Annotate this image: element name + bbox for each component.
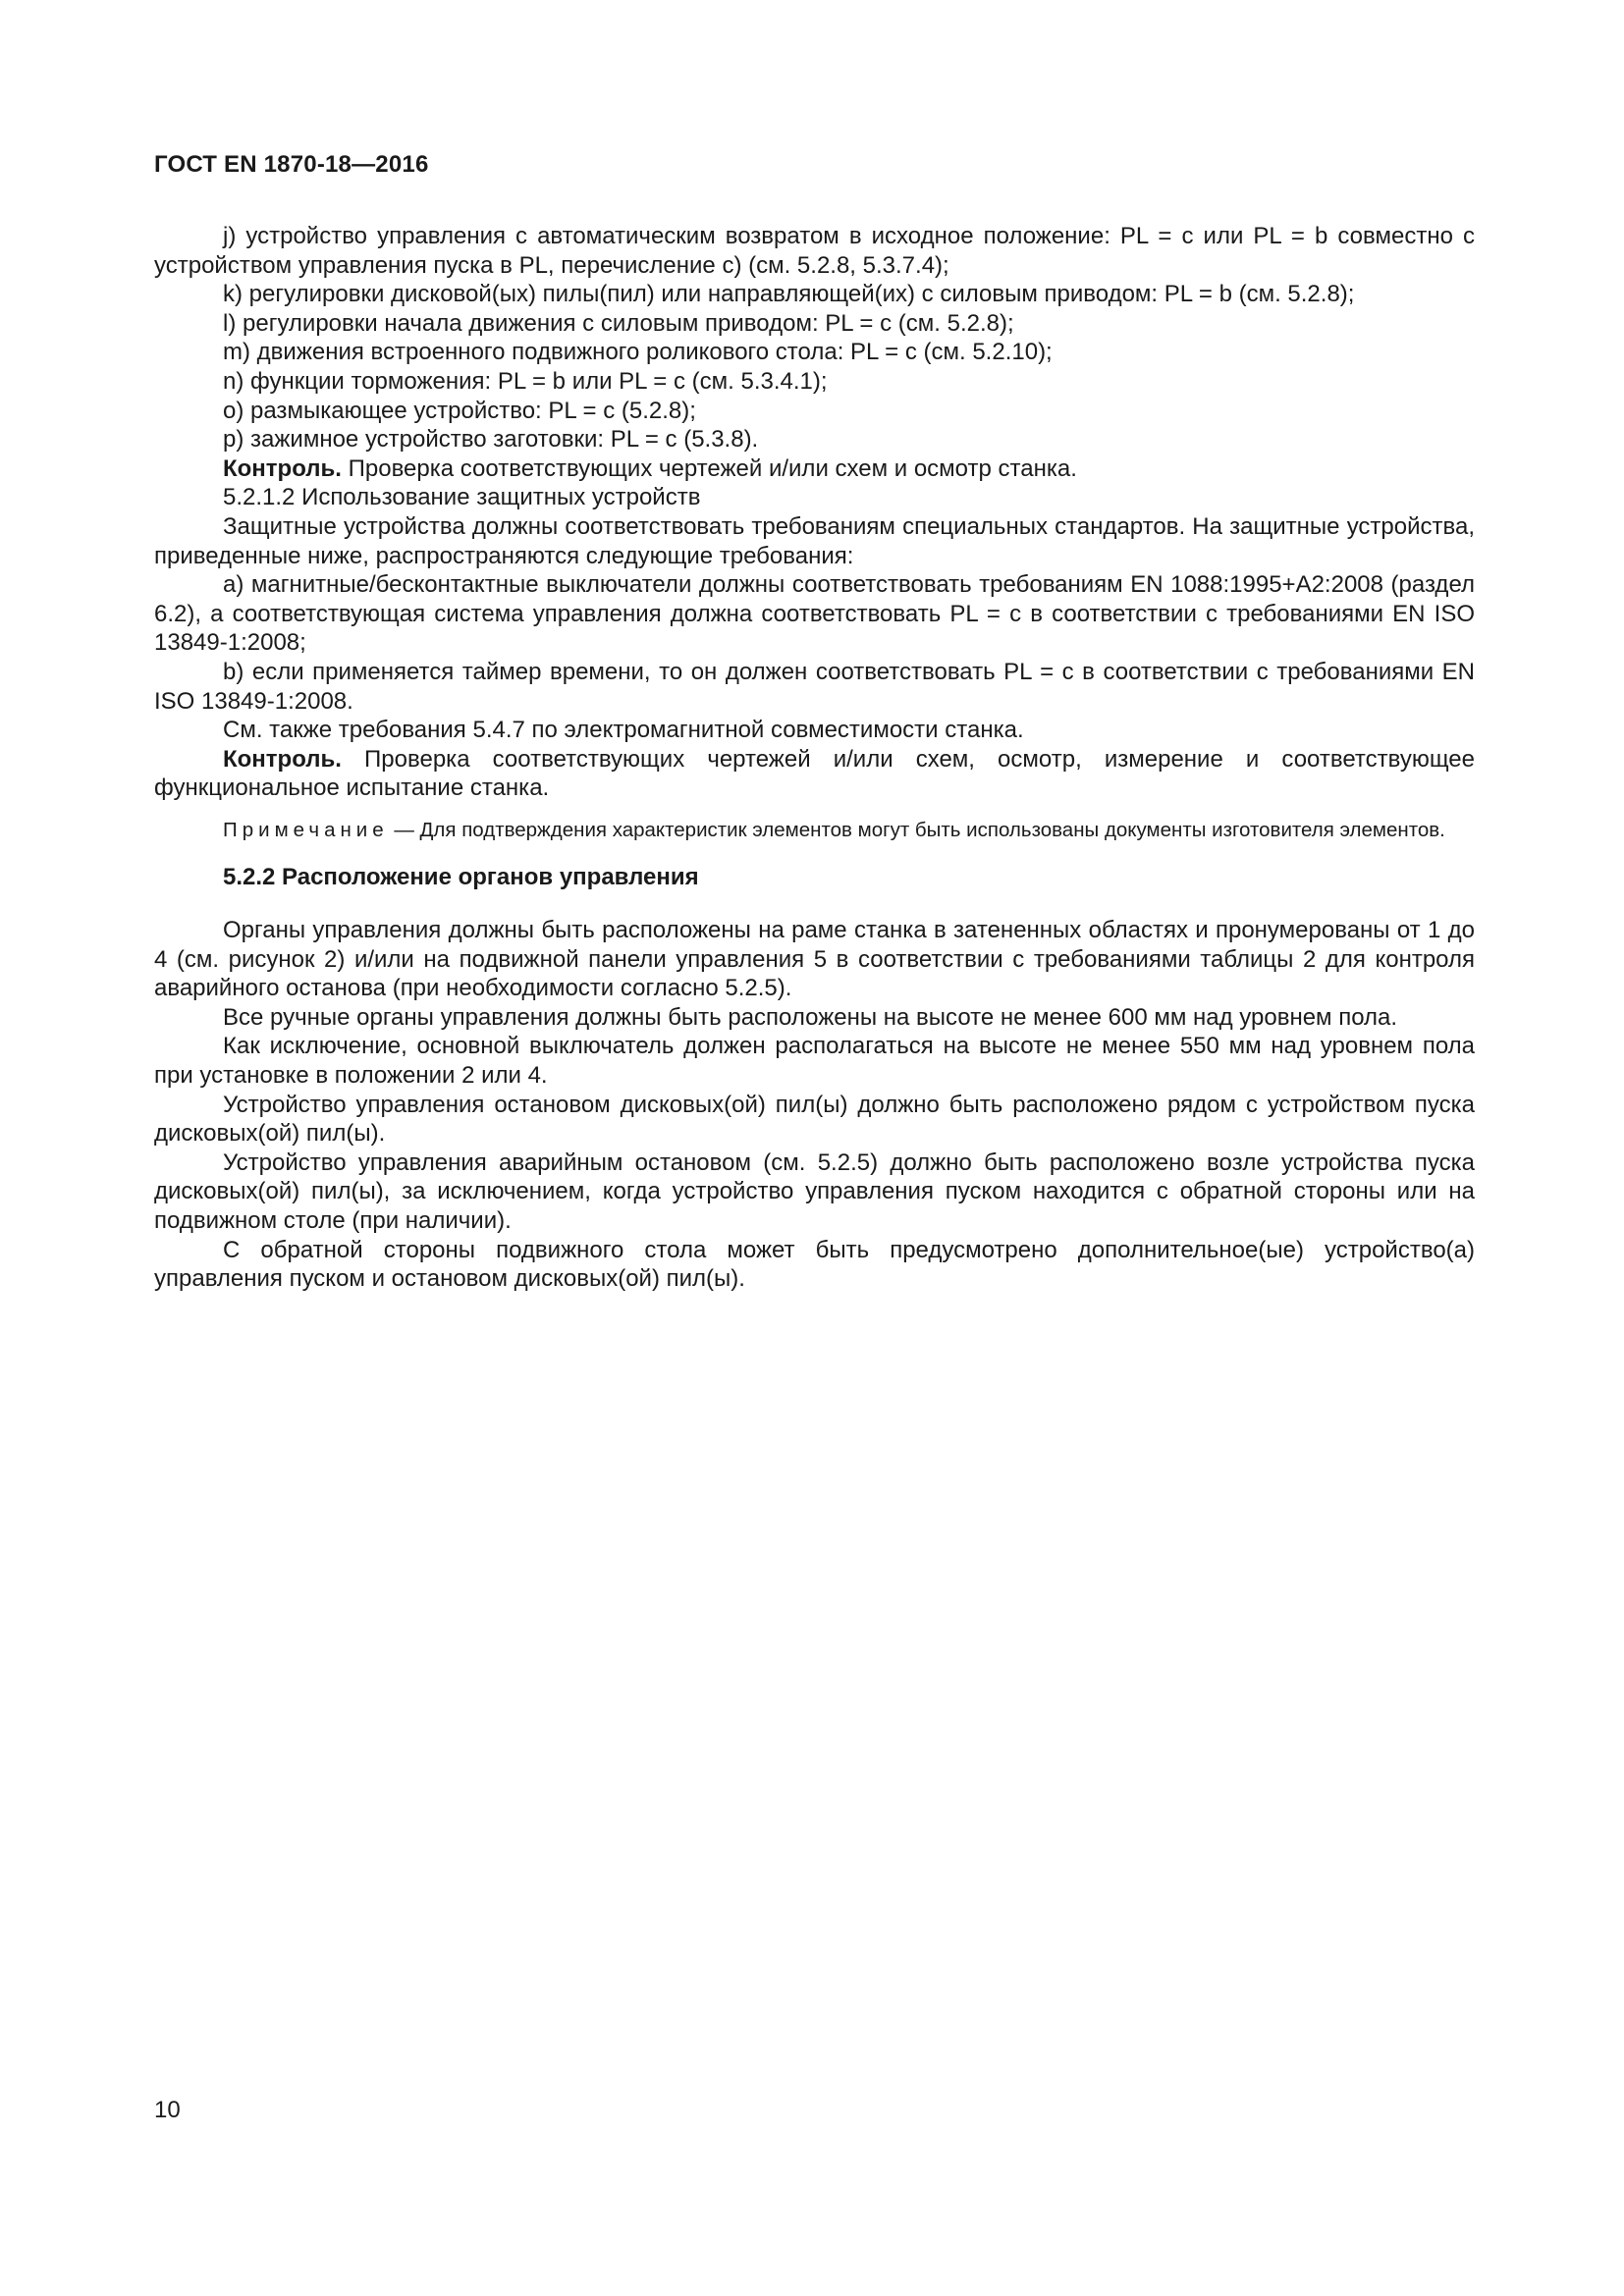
note-label: Примечание <box>223 818 389 841</box>
paragraph-o: o) размыкающее устройство: PL = c (5.2.8); <box>223 397 696 424</box>
section-paragraph: Устройство управления аварийным остановом (см. 5.2.5) должно быть расположено возле устройства пуска дисковых(ой) пил(ы), за исключением, когда устройство управления пуском находится с обратной стороны или на подвижном столе (при наличии). <box>154 1148 1475 1234</box>
control-label: Контроль. <box>223 745 342 773</box>
paragraph-protective-devices: Защитные устройства должны соответствовать требованиям специальных стандартов. На защитные устройства, приведенные ниже, распространяются следующие требования: <box>154 512 1475 569</box>
control-paragraph-2 <box>154 745 1475 803</box>
control-text: Проверка соответствующих чертежей и/или схем и осмотр станка. <box>341 454 1077 482</box>
section-paragraph: Как исключение, основной выключатель должен располагаться на высоте не менее 550 мм над уровнем пола при установке в положении 2 или 4. <box>154 1033 1475 1089</box>
paragraph-p: p) зажимное устройство заготовки: PL = c (5.3.8). <box>223 426 759 454</box>
paragraph-m: m) движения встроенного подвижного роликового стола: PL = c (см. 5.2.10); <box>223 339 1053 366</box>
paragraph-a: a) магнитные/бесконтактные выключатели должны соответствовать требованиям EN 1088:1995+A2:2008 (раздел 6.2), а соответствующая система управления должна соответствовать PL = c в соответствии с требованиями EN ISO 13849-1:2008; <box>154 571 1475 657</box>
paragraph-j: j) устройство управления с автоматическим возвратом в исходное положение: PL = c или PL = b совместно с устройством управления пуска в PL, перечисление c) (см. 5.2.8, 5.3.7.4); <box>154 223 1475 279</box>
section-paragraph: Органы управления должны быть расположены на раме станка в затененных областях и пронумерованы от 1 до 4 (см. рисунок 2) и/или на подвижной панели управления 5 в соответствии с требованиями таблицы 2 для контроля аварийного останова (при необходимости согласно 5.2.5). <box>154 916 1475 1002</box>
paragraph-n: n) функции торможения: PL = b или PL = c (см. 5.3.4.1); <box>223 367 828 395</box>
note-text: — Для подтверждения характеристик элементов могут быть использованы документы изготовителя элементов. <box>388 818 1445 841</box>
document-body <box>154 222 1475 1294</box>
note <box>154 817 1475 843</box>
paragraph-see-also: См. также требования 5.4.7 по электромагнитной совместимости станка. <box>223 717 1024 744</box>
section-paragraph: Устройство управления остановом дисковых(ой) пил(ы) должно быть расположено рядом с устройством пуска дисковых(ой) пил(ы). <box>154 1091 1475 1148</box>
document-header: ГОСТ EN 1870-18—2016 <box>154 151 429 178</box>
paragraph-b: b) если применяется таймер времени, то он должен соответствовать PL = c в соответствии с требованиями EN ISO 13849-1:2008. <box>154 658 1475 715</box>
control-paragraph-1 <box>154 454 1475 484</box>
control-text: Проверка соответствующих чертежей и/или схем, осмотр, измерение и соответствующее функциональное испытание станка. <box>154 745 1475 802</box>
subsection-heading-5-2-1-2: 5.2.1.2 Использование защитных устройств <box>223 484 701 511</box>
page-number: 10 <box>154 2097 181 2123</box>
section-paragraph: Все ручные органы управления должны быть расположены на высоте не менее 600 мм над уровнем пола. <box>223 1003 1398 1031</box>
paragraph-l: l) регулировки начала движения с силовым приводом: PL = c (см. 5.2.8); <box>223 309 1014 337</box>
section-paragraph: С обратной стороны подвижного стола может быть предусмотрено дополнительное(ые) устройство(а) управления пуском и остановом дисковых(ой) пил(ы). <box>154 1236 1475 1293</box>
paragraph-k: k) регулировки дисковой(ых) пилы(пил) или направляющей(их) с силовым приводом: PL = b (см. 5.2.8); <box>223 281 1355 308</box>
section-title-5-2-2: 5.2.2 Расположение органов управления <box>223 864 699 891</box>
control-label: Контроль. <box>223 454 342 482</box>
